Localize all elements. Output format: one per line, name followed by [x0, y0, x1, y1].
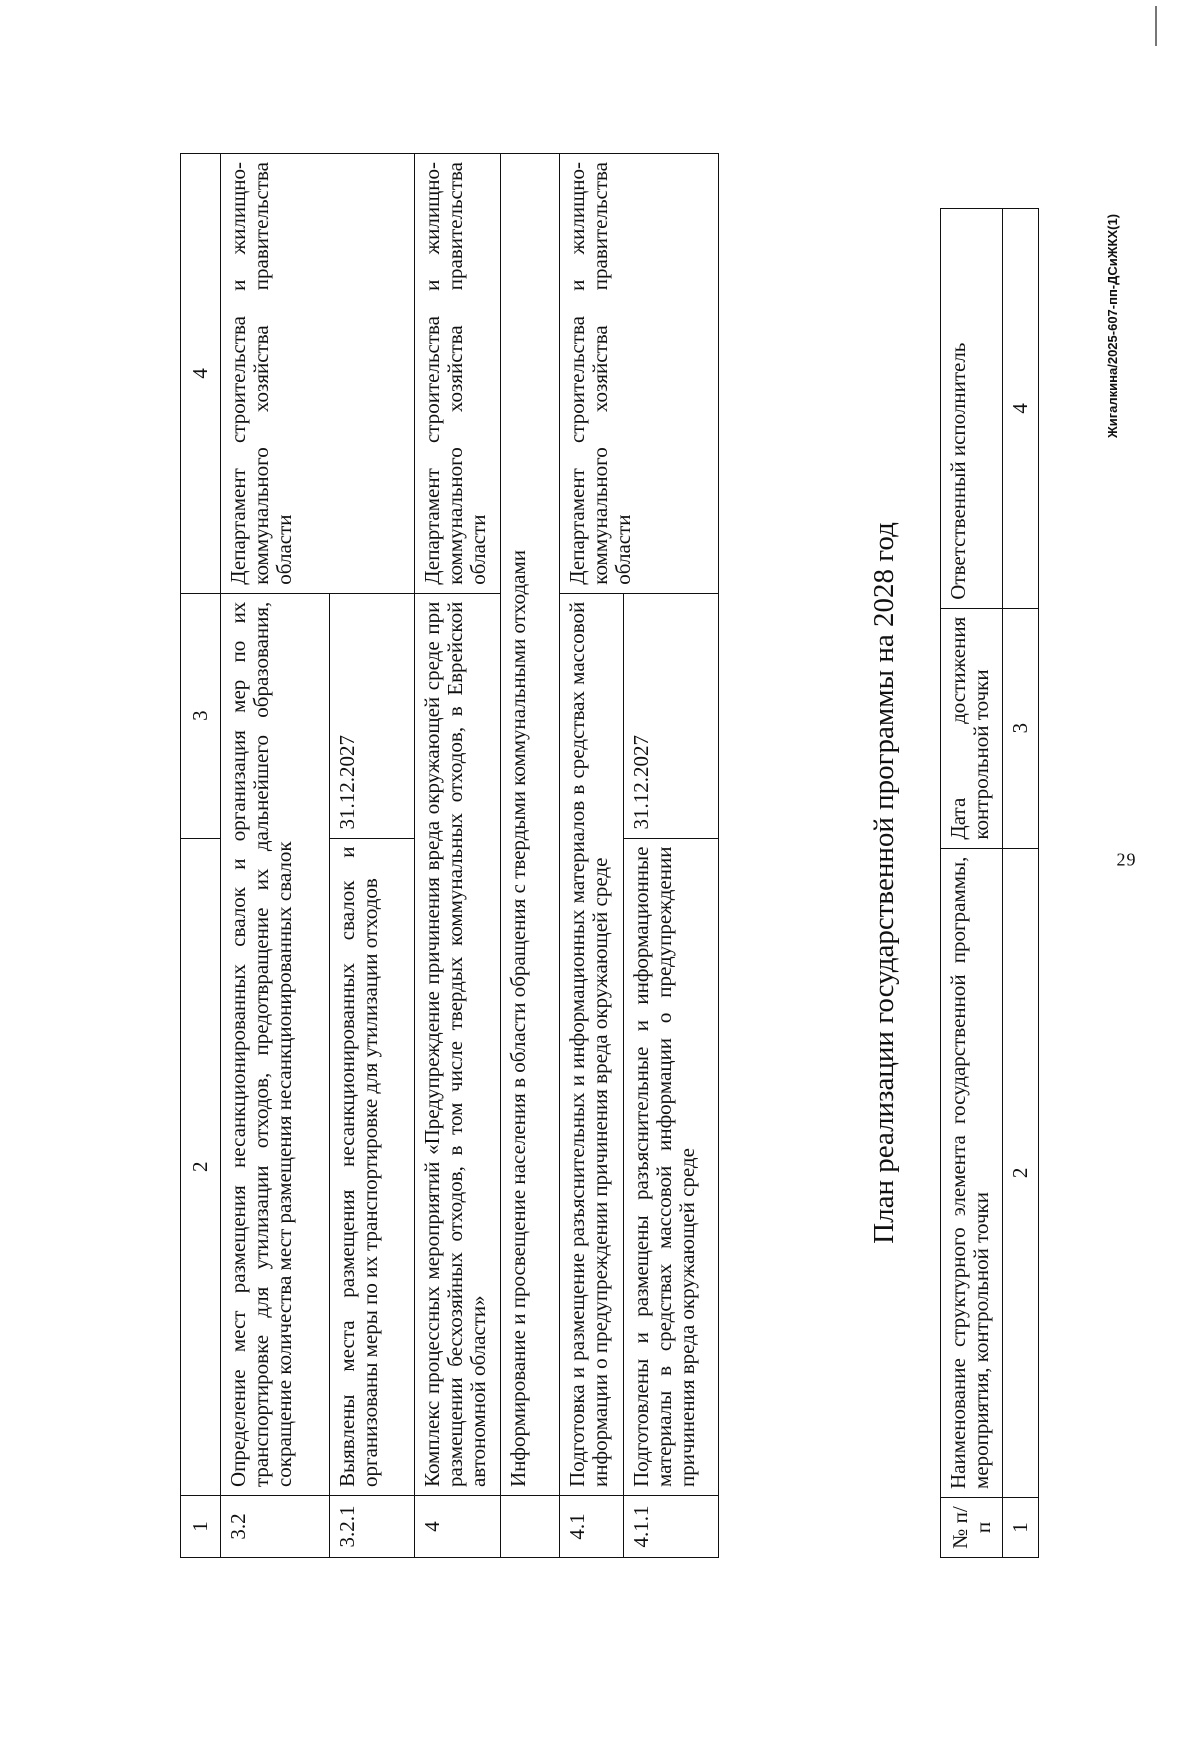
header-cell: 1 — [181, 1496, 221, 1558]
document-code: Жигалкина/2025-607-пп-ДСиЖКХ(1) — [1105, 213, 1120, 438]
header-cell: 2 — [181, 838, 221, 1495]
plan-column-number: 4 — [1003, 209, 1039, 609]
plan-header-date: Дата достижения контрольной точки — [941, 608, 1003, 848]
row-description: Подготовка и размещение разъяснительных и информационных материалов в средствах массовой информации о предупреждении причинения вреда окружающей среде — [560, 593, 624, 1495]
row-number: 4 — [415, 1496, 501, 1558]
plan-header-executor: Ответственный исполнитель — [941, 209, 1003, 609]
plan-column-number: 1 — [1003, 1498, 1039, 1558]
plan-header-row — [941, 209, 1003, 1558]
plan-number-row — [1003, 209, 1039, 1558]
row-number: 4.1.1 — [624, 1496, 719, 1558]
table-row — [221, 154, 330, 1558]
table-row — [501, 154, 560, 1558]
plan-header-name: Наименование структурного элемента государственной программы, мероприятия, контрольной точки — [941, 848, 1003, 1497]
plan-column-number: 2 — [1003, 848, 1039, 1497]
table-row — [415, 154, 501, 1558]
row-description: Определение мест размещения несанкционированных свалок и организация мер по их транспортировке для утилизации отходов, предотвращение их дальнейшего образования, сокращение количества мест размещения несанкционированных свалок — [221, 593, 330, 1495]
plan-column-number: 3 — [1003, 608, 1039, 848]
row-number: 4.1 — [560, 1496, 624, 1558]
row-executor: Департамент строительства и жилищно-коммунального хозяйства правительства области — [415, 154, 501, 594]
plan-2028-table — [940, 208, 1039, 1558]
row-number: 3.2.1 — [330, 1496, 415, 1558]
header-cell: 4 — [181, 154, 221, 594]
row-number: 3.2 — [221, 1496, 330, 1558]
measures-table — [180, 153, 719, 1558]
header-cell: 3 — [181, 593, 221, 838]
plan-title: План реализации государственной программы на 2028 год — [868, 522, 900, 1244]
table-header-row — [181, 154, 221, 1558]
row-description: Подготовлены и размещены разъяснительные и информационные материалы в средствах массовой информации о предупреждении причинения вреда окружающей среде — [624, 838, 719, 1495]
row-number — [501, 1496, 560, 1558]
scan-edge-mark — [1155, 6, 1157, 46]
plan-header-number: № п/п — [941, 1498, 1003, 1558]
row-description: Комплекс процессных мероприятий «Предупреждение причинения вреда окружающей среде при размещении бесхозяйных отходов, в том числе твердых коммунальных отходов, в Еврейской автономной области» — [415, 593, 501, 1495]
row-executor: Департамент строительства и жилищно-коммунального хозяйства правительства области — [221, 154, 415, 594]
row-executor: Департамент строительства и жилищно-коммунального хозяйства правительства области — [560, 154, 719, 594]
row-date: 31.12.2027 — [330, 593, 415, 838]
row-description: Выявлены места размещения несанкционированных свалок и организованы меры по их транспортировке для утилизации отходов — [330, 838, 415, 1495]
table-row — [560, 154, 624, 1558]
row-date: 31.12.2027 — [624, 593, 719, 838]
section-heading: Информирование и просвещение населения в области обращения с твердыми коммунальными отходами — [501, 154, 560, 1496]
page-number: 29 — [1116, 849, 1137, 870]
